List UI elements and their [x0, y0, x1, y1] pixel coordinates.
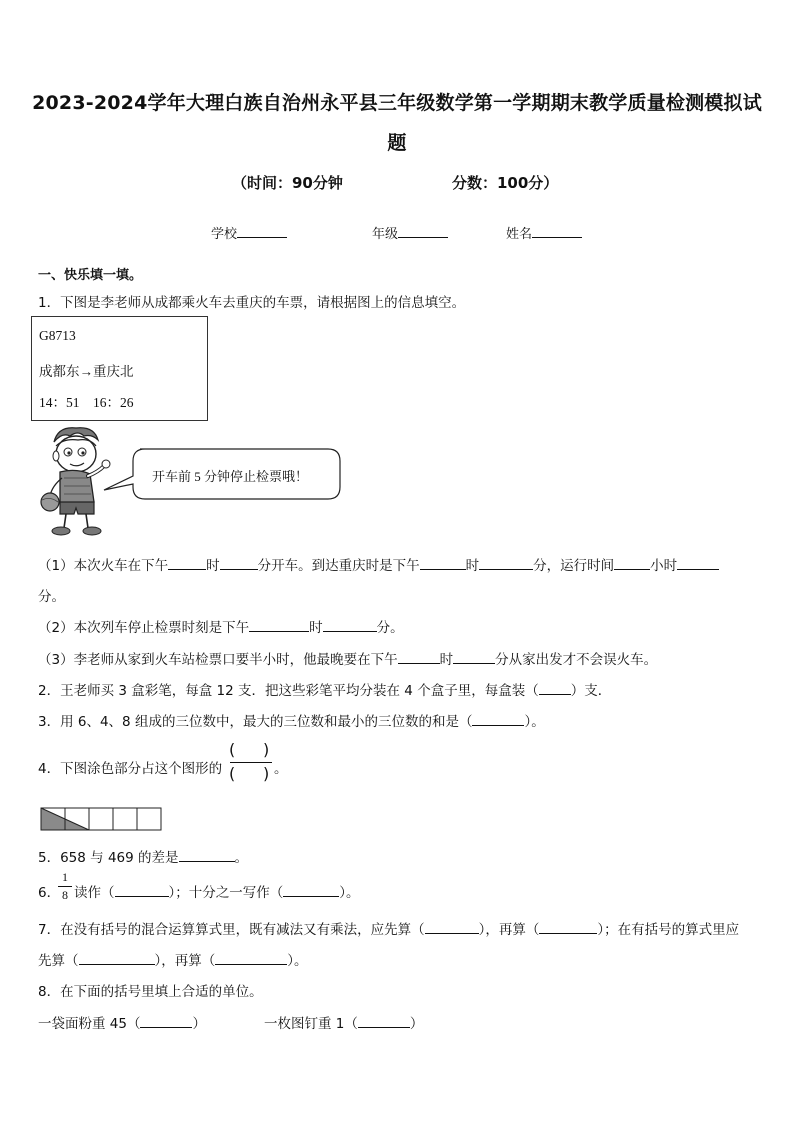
ticket-depart-time: 14：51	[39, 395, 80, 410]
q7-text-d: 先算（	[38, 953, 79, 969]
question-2	[38, 679, 611, 699]
q1-p2-blank-minute[interactable]	[323, 617, 377, 632]
q1-p1-text-b: 时	[206, 558, 220, 574]
grade-blank[interactable]	[398, 223, 448, 238]
ticket-times	[39, 391, 134, 411]
ticket-route: 成都东→重庆北	[39, 364, 134, 379]
q3-text: 3．用 6、4、8 组成的三位数中，最大的三位数和最小的三位数的和是（	[38, 714, 473, 730]
school-field	[211, 223, 287, 242]
grade-label: 年级	[372, 227, 399, 242]
q1-stem: 1．下图是李老师从成都乘火车去重庆的车票，请根据图上的信息填空。	[38, 295, 466, 311]
q5-text: 5．658 与 469 的差是	[38, 850, 179, 866]
q1-p2-text-c: 分。	[376, 620, 404, 636]
q5-blank[interactable]	[179, 847, 235, 862]
question-5	[38, 846, 248, 866]
q6-fraction-numerator: 1	[62, 870, 68, 884]
q1-p3-blank-hour[interactable]	[398, 649, 440, 664]
q7-blank-1[interactable]	[425, 919, 479, 934]
q1-p1-blank-hours[interactable]	[614, 555, 650, 570]
q8-flour-blank[interactable]	[140, 1013, 192, 1028]
q4-cell	[113, 808, 137, 830]
q1-p3-text-b: 时	[439, 652, 454, 668]
q6-fraction-denominator: 8	[62, 888, 68, 902]
q6-blank-read[interactable]	[115, 882, 169, 897]
q1-p1-blank-hour2[interactable]	[420, 555, 466, 570]
ticket-train-number: G8713	[39, 328, 76, 343]
exam-score: 分数：100分）	[452, 174, 559, 192]
q7-blank-2[interactable]	[539, 919, 597, 934]
q8-item-flour	[38, 1012, 206, 1032]
q1-p2-text-a: （2）本次列车停止检票时刻是下午	[38, 620, 250, 636]
q7-text-a: 7．在没有括号的混合运算算式里，既有减法又有乘法，应先算（	[38, 922, 425, 938]
q2-blank[interactable]	[539, 680, 571, 695]
q7-text-b: ），再算（	[478, 922, 540, 938]
question-7-line2	[38, 949, 308, 969]
name-label: 姓名	[506, 227, 533, 242]
q8-flour-text: 一袋面粉重 45（	[38, 1016, 141, 1032]
q6-text-c: ）。	[339, 885, 360, 901]
q4-fraction-bar	[230, 762, 272, 763]
q6-fraction	[58, 870, 72, 903]
q1-p3-text-a: （3）李老师从家到火车站检票口要半小时，他最晚要在下午	[38, 652, 398, 668]
q4-num-paren-close: )	[263, 740, 270, 759]
q7-text-e: ），再算（	[154, 953, 216, 969]
q4-den-paren-open: (	[229, 764, 236, 783]
page-title-line1: 2023-2024学年大理白族自治州永平县三年级数学第一学期期末教学质量检测模拟试	[32, 92, 762, 114]
question-3	[38, 710, 545, 730]
q2-text: 2．王老师买 3 盒彩笔，每盒 12 支．把这些彩笔平均分装在 4 个盒子里，每盒装（	[38, 683, 539, 699]
q7-blank-4[interactable]	[215, 950, 287, 965]
question-6-number: 6．	[38, 885, 61, 901]
q5-end: 。	[234, 850, 248, 866]
q6-fraction-bar	[58, 886, 72, 887]
q4-cell	[89, 808, 113, 830]
q8-pin-end: ）	[409, 1016, 424, 1032]
q4-end: 。	[274, 761, 288, 777]
train-ticket	[31, 316, 208, 421]
q1-p1-text-d: 时	[465, 558, 480, 574]
q1-part1-line1	[38, 554, 719, 574]
q4-fraction-blank[interactable]	[229, 738, 273, 788]
q1-p1-text-a: （1）本次火车在下午	[38, 558, 169, 574]
ticket-arrive-time: 16：26	[93, 395, 134, 410]
question-7-line1	[38, 918, 739, 938]
page-title-line2: 题	[387, 132, 407, 154]
bubble-text: 开车前 5 分钟停止检票哦！	[152, 469, 309, 484]
q1-p1-blank-hour1[interactable]	[168, 555, 206, 570]
q1-p2-text-b: 时	[309, 620, 323, 636]
school-label: 学校	[211, 227, 238, 242]
q7-text-c: ）；在有括号的算式里应	[597, 922, 740, 938]
q1-p1-blank-minute2[interactable]	[479, 555, 533, 570]
q1-p2-blank-hour[interactable]	[249, 617, 309, 632]
q6-blank-write[interactable]	[283, 882, 339, 897]
q1-p1-blank-minute1[interactable]	[220, 555, 258, 570]
section-heading: 一、快乐填一填。	[38, 268, 143, 283]
q8-pin-blank[interactable]	[358, 1013, 410, 1028]
q1-p3-blank-minute[interactable]	[453, 649, 495, 664]
q8-flour-end: ）	[192, 1016, 206, 1032]
q6-text-a: 读作（	[74, 885, 115, 901]
q1-p1-blank-minutes[interactable]	[677, 555, 719, 570]
exam-time: （时间：90分钟	[232, 174, 343, 192]
q3-blank[interactable]	[472, 711, 524, 726]
q8-item-pin	[264, 1012, 423, 1032]
question-6-body	[74, 881, 360, 901]
school-blank[interactable]	[237, 223, 287, 238]
q6-text-b: ）；十分之一写作（	[168, 885, 284, 901]
q7-blank-3[interactable]	[79, 950, 155, 965]
q4-den-paren-close: )	[263, 764, 270, 783]
q7-text-f: ）。	[287, 953, 308, 969]
name-blank[interactable]	[532, 223, 582, 238]
q2-end: ）支．	[570, 683, 612, 699]
q4-shaded-bar-figure	[40, 806, 166, 832]
q4-text: 4．下图涂色部分占这个图形的	[38, 761, 223, 777]
q1-part3	[38, 648, 657, 668]
q1-part2	[38, 616, 404, 636]
q8-pin-text: 一枚图钉重 1（	[264, 1016, 358, 1032]
q1-p3-text-c: 分从家出发才不会误火车。	[495, 652, 658, 668]
q3-end: ）。	[524, 714, 545, 730]
question-8-stem: 8．在下面的括号里填上合适的单位。	[38, 984, 263, 1000]
q1-p1-text-c: 分开车。到达重庆时是下午	[257, 558, 420, 574]
q4-num-paren-open: (	[229, 740, 236, 759]
name-field	[506, 223, 582, 242]
q4-cell	[137, 808, 161, 830]
q1-part1-line2: 分。	[38, 589, 65, 605]
grade-field	[372, 223, 448, 242]
q1-p1-text-e: 分，运行时间	[533, 558, 615, 574]
q1-p1-text-f: 小时	[650, 558, 678, 574]
